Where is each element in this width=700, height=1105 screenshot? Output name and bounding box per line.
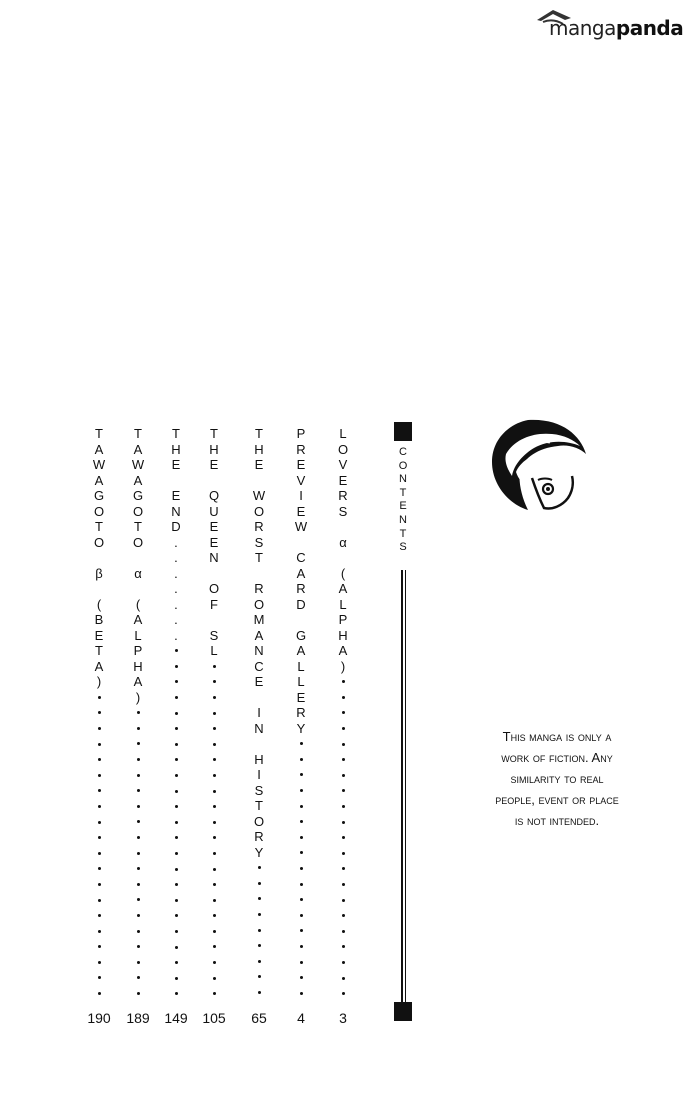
toc-entry-title: P R E V I E W C A R D G A L L E R Y <box>294 426 308 736</box>
toc-entry-page-number: 190 <box>87 1010 111 1026</box>
disclaimer-line: work of fiction. Any <box>501 750 613 765</box>
divider-bottom-square <box>394 1002 412 1021</box>
toc-entry <box>124 426 152 1001</box>
mangapanda-watermark <box>535 6 695 44</box>
toc-entry-title: T A W A G O T O β ( B E T A ) <box>92 426 106 689</box>
toc-leader-dots <box>300 736 303 1001</box>
divider-line <box>405 570 407 1002</box>
toc-entry-title: T H E W O R S T R O M A N C E I N H I S T O R Y <box>252 426 266 860</box>
toc-entry-page-number: 189 <box>126 1010 150 1026</box>
contents-divider <box>394 422 414 1024</box>
toc-entry-title: T A W A G O T O α ( A L P H A ) <box>131 426 145 705</box>
toc-entry-page-number: 105 <box>202 1010 226 1026</box>
disclaimer-line: people, event or place <box>495 792 619 807</box>
toc-entry-page-number: 4 <box>297 1010 305 1026</box>
toc-entry-title: L O V E R S α ( A L P H A ) <box>337 426 349 674</box>
toc-leader-dots <box>175 643 178 1002</box>
toc-entry <box>245 426 273 1000</box>
toc-leader-dots <box>258 860 261 1000</box>
toc-entry-page-number: 149 <box>164 1010 188 1026</box>
contents-heading: C O N T E N T S <box>398 446 408 554</box>
disclaimer-line: is not intended. <box>514 813 600 828</box>
toc-leader-dots <box>98 690 101 1002</box>
disclaimer-line: similarity to real <box>510 771 604 786</box>
toc-leader-dots <box>137 705 140 1001</box>
divider-top-square <box>394 422 412 441</box>
disclaimer-text <box>452 726 662 831</box>
toc-leader-dots <box>213 659 216 1002</box>
watermark-text: mangapanda <box>549 16 684 40</box>
toc-entry <box>162 426 190 1002</box>
toc-entry-title: T H E Q U E E N O F S L <box>208 426 220 658</box>
toc-entry-title: T H E E N D . . . . . . . <box>171 426 181 643</box>
toc-entry-page-number: 3 <box>339 1010 347 1026</box>
toc-entry-page-number: 65 <box>251 1010 267 1026</box>
toc-entry <box>200 426 228 1002</box>
toc-entry <box>85 426 113 1001</box>
divider-line <box>401 570 403 1002</box>
disclaimer-line: This manga is only a <box>502 729 612 744</box>
toc-leader-dots <box>342 674 345 1001</box>
toc-entry <box>329 426 357 1001</box>
swirl-face-logo-icon <box>488 418 588 518</box>
toc-entry <box>287 426 315 1001</box>
